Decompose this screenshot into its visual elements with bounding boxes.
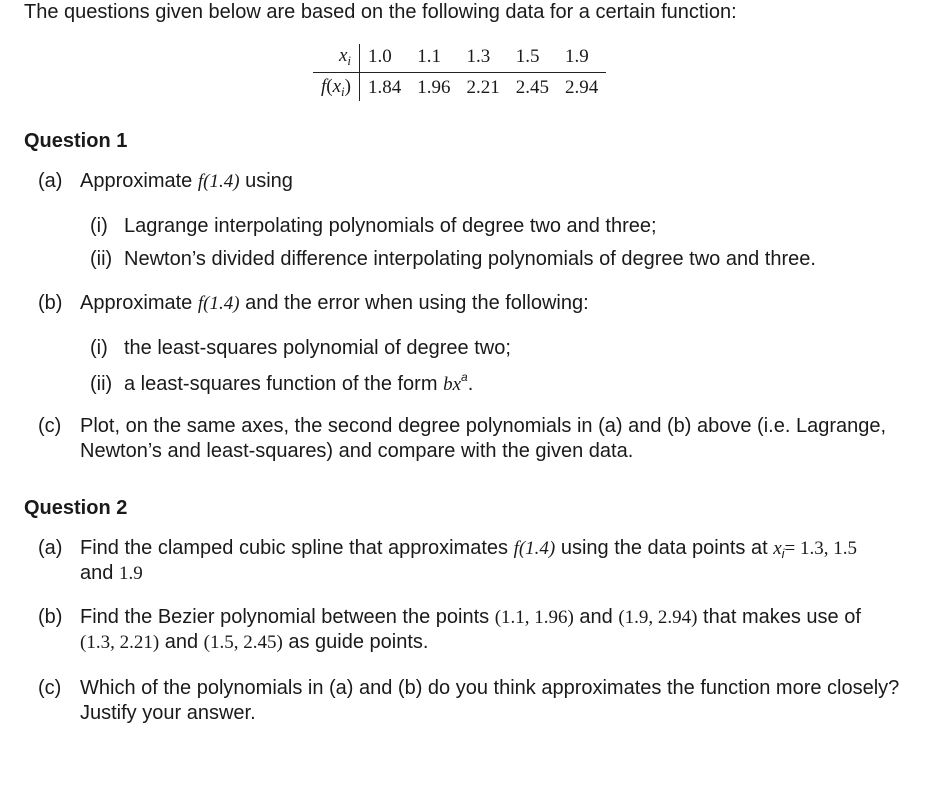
x-cell: 1.5 (508, 44, 557, 73)
q2a-text-pre: Find the clamped cubic spline that approximates (80, 537, 514, 559)
q2a-line2 (80, 562, 143, 585)
q1a-text-post: using (239, 170, 293, 192)
q2c-line2: Justify your answer. (80, 702, 256, 724)
q1b-math: f(1.4) (197, 293, 240, 314)
q2c-line1: Which of the polynomials in (a) and (b) do you think approximates the function more closely? (80, 677, 900, 699)
fx-cell: 1.96 (417, 77, 451, 98)
q1c-line2: Newton’s and least-squares) and compare with the given data. (80, 440, 634, 462)
q1a-item-i (90, 215, 657, 238)
q2b-and: and (573, 606, 619, 628)
x-cell: 1.3 (459, 44, 508, 73)
q2a-text-mid: using the data points at (555, 537, 774, 559)
q1b-ii-label: (ii) (90, 373, 113, 395)
q1c-line1: Plot, on the same axes, the second degree polynomials in (a) and (b) above (i.e. Lagrange, (80, 415, 887, 437)
q2a-label: (a) (38, 537, 63, 559)
fx-cell: 1.84 (368, 77, 402, 98)
q1b-item-i (90, 337, 511, 360)
q1b-i-text: the least-squares polynomial of degree two; (124, 337, 511, 359)
q1b-text-post: and the error when using the following: (239, 292, 589, 314)
q2b-text-post: that makes use of (697, 606, 861, 628)
q2b-line2-post: as guide points. (282, 631, 429, 653)
x-cell: 1.0 (360, 44, 410, 73)
q2b-point-4: (1.5, 2.45) (203, 632, 283, 653)
q2c-label: (c) (38, 677, 62, 699)
q2a-math: f(1.4) (513, 538, 556, 559)
q1c-label: (c) (38, 415, 62, 437)
q1a-i-label: (i) (90, 215, 108, 237)
q2b-text-pre: Find the Bezier polynomial between the points (80, 606, 495, 628)
x-row (313, 44, 606, 73)
q2a-line2-pre: and (80, 562, 119, 584)
question-1-heading: Question 1 (24, 130, 128, 152)
fx-cell: 2.45 (515, 77, 549, 98)
q1a-label: (a) (38, 170, 63, 192)
q1a-ii-text: Newton’s divided difference interpolating polynomials of degree two and three. (124, 248, 816, 270)
q1b-ii-text-post: . (467, 373, 474, 395)
q2-part-b (38, 606, 861, 629)
q2b-point-2: (1.9, 2.94) (618, 607, 698, 628)
fx-cell: 2.21 (466, 77, 500, 98)
q1a-ii-label: (ii) (90, 248, 113, 270)
q1b-i-label: (i) (90, 337, 108, 359)
q2-part-a (38, 537, 857, 561)
q1b-ii-text: a least-squares function of the form (124, 373, 444, 395)
x-cell: 1.1 (409, 44, 458, 73)
q2b-label: (b) (38, 606, 63, 628)
q2-part-c (38, 677, 899, 700)
q1-part-b (38, 292, 589, 315)
q1b-label: (b) (38, 292, 63, 314)
x-row-header: $x_i$ (313, 44, 360, 73)
q1-part-a (38, 170, 293, 193)
q1a-math: f(1.4) (197, 171, 240, 192)
q1a-text-pre: Approximate (80, 170, 198, 192)
x-cell: 1.9 (557, 44, 606, 73)
q2b-and2: and (159, 631, 204, 653)
q1-part-c (38, 415, 886, 438)
q2b-line2 (80, 631, 428, 654)
q2b-point-1: (1.1, 1.96) (494, 607, 574, 628)
intro-text: The questions given below are based on the following data for a certain function: (24, 1, 737, 23)
fx-row-header: $f(x_i)$ (313, 73, 360, 102)
fx-cell: 2.94 (565, 77, 599, 98)
q2a-line2-math: 1.9 (118, 563, 143, 584)
q1b-ii-math-sup: a (461, 370, 468, 384)
fx-row (313, 73, 606, 102)
q1b-item-ii (90, 370, 473, 396)
question-2-heading: Question 2 (24, 497, 128, 519)
q1b-ii-math-base: bx (443, 374, 461, 395)
q1a-i-text: Lagrange interpolating polynomials of degree two and three; (124, 215, 657, 237)
q2b-point-3: (1.3, 2.21) (80, 632, 160, 653)
q2a-xi: x (773, 538, 782, 559)
data-table (313, 44, 606, 101)
q1b-text-pre: Approximate (80, 292, 198, 314)
q2a-math2: = 1.3, 1.5 (784, 538, 857, 559)
q2a-xi-sub: i (781, 546, 785, 561)
q1a-item-ii (90, 248, 816, 271)
